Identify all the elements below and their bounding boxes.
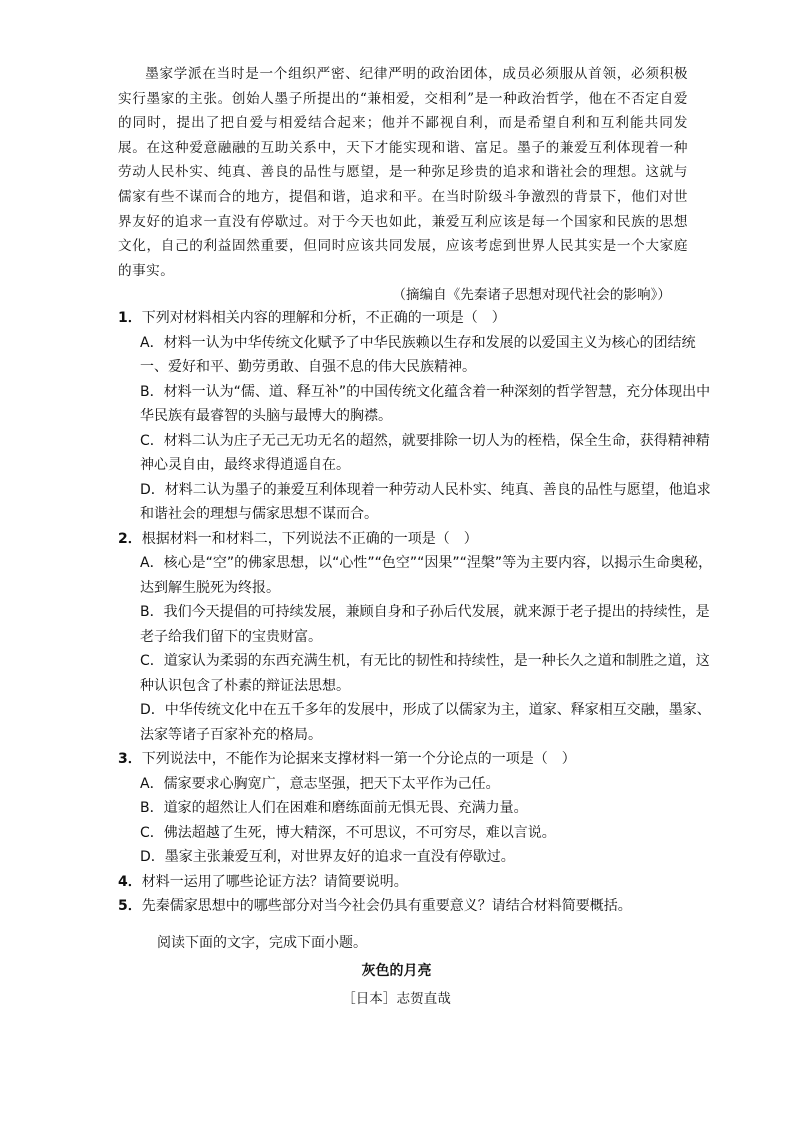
question-list <box>118 306 718 919</box>
question-stem: 根据材料一和材料二，下列说法不正确的一项是（ ） <box>141 530 478 547</box>
question-number: 2． <box>118 530 142 547</box>
question-stem: 下列说法中，不能作为论据来支撑材料一第一个分论点的一项是（ ） <box>141 751 576 767</box>
question-number: 5． <box>118 898 142 914</box>
story-title: 灰色的月亮 <box>361 963 432 979</box>
option-3a: A．儒家要求心胸宽广，意志坚强，把天下太平作为己任。 <box>140 775 500 792</box>
question-number: 4． <box>118 873 142 890</box>
reading-instruction: 阅读下面的文字，完成下面小题。 <box>157 935 367 951</box>
option-3c: C．佛法超越了生死，博大精深，不可思议，不可穷尽，难以言说。 <box>140 824 556 841</box>
passage-paragraph: 墨家学派在当时是一个组织严密、纪律严明的政治团体，成员必须服从首领，必须积极实行墨家的主张。创始人墨子所提出的“兼相爱，交相利”是一种政治哲学，他在不否定自爱的同时，提出了把自爱与相爱结合起来；他并不鄙视自利，而是希望自利和互利能共同发展。在这种爱意融融的互助关系中，天下才能实现和谐、富足。墨子的兼爱互利体现着一种劳动人民朴实、纯真、善良的品性与愿望，是一种弥足珍贵的追求和谐社会的理想。这就与儒家有些不谋而合的地方，提倡和谐，追求和平。在当时阶级斗争激烈的背景下，他们对世界友好的追求一直没有停歇过。对于今天也如此，兼爱互利应该是每一个国家和民族的思想文化，自己的利益固然重要，但同时应该共同发展，应该考虑到世界人民其实是一个大家庭的事实。 <box>118 66 688 279</box>
option-2a: A．核心是“空”的佛家思想，以“心性”“色空”“因果”“涅槃”等为主要内容，以揭示生命奥秘，达到解生脱死为终报。 <box>140 555 713 596</box>
option-1d: D．材料二认为墨子的兼爱互利体现着一种劳动人民朴实、纯真、善良的品性与愿望，他追求和谐社会的理想与儒家思想不谋而合。 <box>140 481 711 522</box>
option-1b: B．材料一认为“儒、道、释互补”的中国传统文化蕴含着一种深刻的哲学智慧，充分体现出中华民族有最睿智的头脑与最博大的胸襟。 <box>140 383 711 424</box>
question-2 <box>118 527 718 552</box>
option-3b: B．道家的超然让人们在困难和磨练面前无惧无畏、充满力量。 <box>140 800 528 816</box>
question-number: 1． <box>118 310 142 326</box>
story-author: ［日本］志贺直哉 <box>342 991 451 1007</box>
option-2d: D．中华传统文化中在五千多年的发展中，形成了以儒家为主，道家、释家相互交融，墨家、法家等诸子百家补充的格局。 <box>140 702 711 743</box>
question-1 <box>118 306 718 331</box>
question-4 <box>118 870 718 895</box>
reading-passage <box>118 62 688 283</box>
option-1c: C．材料二认为庄子无己无功无名的超然，就要排除一切人为的桎梏，保全生命，获得精神精神心灵自由，最终求得逍遥自在。 <box>140 432 710 473</box>
option-1a: A．材料一认为中华传统文化赋予了中华民族赖以生存和发展的以爱国主义为核心的团结统一、爱好和平、勤劳勇敢、自强不息的伟大民族精神。 <box>140 334 696 375</box>
passage-source: （摘编自《先秦诸子思想对现代社会的影响》） <box>392 287 671 303</box>
question-stem: 材料一运用了哪些论证方法？请简要说明。 <box>141 873 408 890</box>
option-2b: B．我们今天提倡的可持续发展，兼顾自身和子孙后代发展，就来源于老子提出的持续性，是老子给我们留下的宝贵财富。 <box>140 604 710 645</box>
question-number: 3． <box>118 751 142 767</box>
question-3 <box>118 747 718 772</box>
question-stem: 下列对材料相关内容的理解和分析，不正确的一项是（ ） <box>141 310 506 326</box>
question-stem: 先秦儒家思想中的哪些部分对当今社会仍具有重要意义？请结合材料简要概括。 <box>141 898 632 914</box>
option-2c: C．道家认为柔弱的东西充满生机，有无比的韧性和持续性，是一种长久之道和制胜之道，这种认识包含了朴素的辩证法思想。 <box>140 653 710 694</box>
option-3d: D．墨家主张兼爱互利，对世界友好的追求一直没有停歇过。 <box>140 849 515 865</box>
question-5 <box>118 894 718 919</box>
